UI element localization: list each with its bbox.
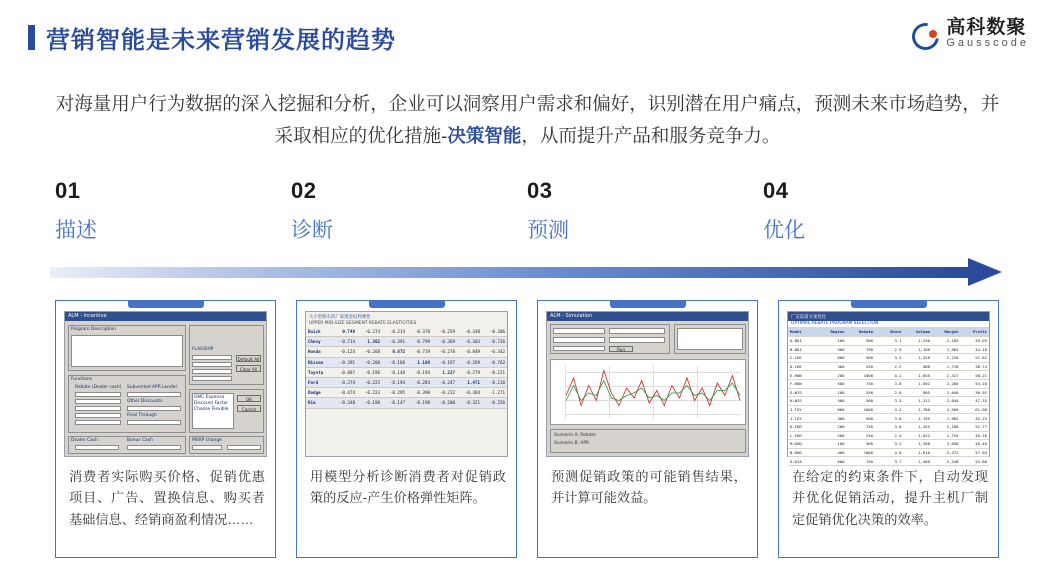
card-predict	[537, 300, 758, 558]
step-03	[527, 178, 727, 244]
mock-report-rows	[788, 327, 989, 466]
mock-report-subtitle: OPTIMAL REBATE PROGRAM SELECTION	[791, 321, 879, 326]
mock-report-row: B-BUI 400 750 2.9 1,108 1,964 44.18	[788, 346, 989, 355]
card-describe	[55, 300, 276, 558]
step-number: 03	[527, 178, 553, 203]
mock-report-row: J-TOY 300 500 3.0 1,195 1,902 45.23	[788, 414, 989, 423]
mock-report-row: D-CHE 300 250 2.2 986 1,718 38.74	[788, 363, 989, 372]
mock-label: Dealer Cash	[71, 438, 98, 443]
step-label: 预测	[527, 219, 569, 242]
step-labels	[55, 178, 1000, 248]
mock-label: Rebate (Dealer cash)	[75, 385, 122, 390]
page-header	[28, 20, 396, 55]
mock-label: Discount Factor	[194, 401, 229, 406]
card-row	[55, 300, 1000, 565]
title-accent-bar	[28, 25, 35, 50]
mock-report-row: M-DOD 100 500 3.2 1,268 2,058 48.40	[788, 440, 989, 449]
card-optimize	[778, 300, 999, 558]
mock-matrix-row: Kia -0.348 -0.198 -0.147 -0.198 -0.200 -0.321 -0.256	[306, 398, 507, 408]
intro-paragraph	[50, 88, 1005, 153]
mock-label: GMC Expense	[194, 395, 225, 400]
mock-report-row: K-FOR 200 750 3.6 1,455 2,186 52.77	[788, 423, 989, 432]
mock-report-header-row: Model Region Rebate Share Volume Margin Profit	[788, 327, 989, 337]
mock-table-title: 大小型轿车的广家现金返利弹性	[309, 315, 371, 320]
mock-label: FLAGSHIP	[192, 347, 214, 352]
arrow-head-icon	[968, 258, 1002, 286]
card-caption: 在给定的约束条件下，自动发现并优化促销活动，提升主机厂制定促销优化决策的效率。	[792, 469, 988, 527]
mock-report-row: F-HON 500 750 3.8 1,502 2,280 54.10	[788, 380, 989, 389]
card-tab	[610, 301, 686, 308]
mock-report-row: N-DOD 400 1000 4.0 1,610 2,372 57.04	[788, 449, 989, 458]
mock-label: Program Description	[71, 327, 116, 332]
mock-window-title: ALM - Simulation	[547, 312, 748, 321]
mock-button: Default All	[237, 357, 260, 362]
mock-label: MSRP change	[192, 438, 222, 443]
card-screenshot-describe	[64, 311, 267, 457]
mock-report-row: L-FOR 500 250 2.4 1,022 1,755 40.16	[788, 432, 989, 441]
mock-matrix-row: Dodge -0.474 -0.223 -0.295 -0.390 -0.232 -0.384 -1.271	[306, 388, 507, 398]
mock-matrix-rows	[306, 327, 507, 409]
mock-window-title: ALM - Incentive	[65, 312, 266, 321]
mock-button: Cancel	[237, 405, 261, 412]
mock-label: Other Discounts	[127, 399, 163, 404]
mock-chart	[550, 359, 746, 425]
step-01	[55, 178, 255, 244]
card-tab	[851, 301, 927, 308]
mock-table-subtitle: UPPER MID-SIZE SEGMENT REBATE ELASTICITIES	[309, 321, 417, 326]
mock-label: Final Through	[127, 413, 157, 418]
page-title: 营销智能是未来营销发展的趋势	[46, 27, 396, 54]
progress-arrow	[50, 258, 1005, 288]
card-tab	[369, 301, 445, 308]
mock-report-row: A-BUI 100 500 3.1 1,240 2,105 49.05	[788, 337, 989, 346]
card-caption: 消费者实际购买价格、促销优惠项目、广告、置换信息、购买者基础信息、经销商盈利情况……	[69, 469, 265, 527]
mock-label: Functions	[71, 377, 92, 382]
mock-report-row: C-CHE 600 500 3.5 1,428 2,220 51.62	[788, 354, 989, 363]
gausscode-logo-icon	[912, 21, 938, 47]
intro-paragraph-part1: 对海量用户行为数据的深入挖掘和分析，企业可以洞察用户需求和偏好，识别潜在用户痛点，预测未来市场趋势，并采取相应的优化措施-	[55, 93, 1000, 147]
intro-paragraph-highlight: 决策智能	[447, 125, 522, 147]
mock-label: Choose Flexible	[194, 407, 229, 412]
step-label: 描述	[55, 219, 97, 242]
card-screenshot-diagnose	[305, 311, 508, 457]
mock-report-row: I-TOY 600 1000 4.4 1,780 2,509 61.08	[788, 406, 989, 415]
step-number: 02	[291, 178, 317, 203]
mock-matrix-row: Buick 0.748 -0.274 -0.214 -0.370 -0.259 -0.340 -0.306	[306, 327, 507, 337]
step-label: 诊断	[291, 219, 333, 242]
card-caption: 预测促销政策的可能销售结果，并计算可能效益。	[551, 469, 747, 506]
mock-report-row: E-HON 200 1000 4.1 1,655 2,417 58.21	[788, 371, 989, 380]
mock-report-row: H-NIS 400 500 3.3 1,311 2,044 47.35	[788, 397, 989, 406]
mock-button: OK	[237, 395, 261, 402]
mock-label: Bonus Cash	[127, 438, 153, 443]
brand-logo	[912, 18, 1029, 49]
card-screenshot-predict: ALM - Simulation Run Scenario A: Rebate Scenario B: APR	[546, 311, 749, 457]
step-label: 优化	[763, 219, 805, 242]
intro-paragraph-part2: ，从而提升产品和服务竞争力。	[521, 125, 781, 147]
mock-label: Subvented APR Lender	[127, 385, 178, 390]
mock-matrix-row: Chevy -0.714 1.302 -0.391 -0.799 -0.369 -0.303 -0.736	[306, 337, 507, 347]
mock-report-row: G-NIS 100 250 2.0 905 1,640 36.92	[788, 389, 989, 398]
step-number: 04	[763, 178, 789, 203]
mock-matrix-row: Honda -0.124 -0.268 0.872 -0.719 -0.278 -0.849 -0.342	[306, 347, 507, 357]
brand-name-cn: 高科数聚	[946, 17, 1027, 38]
brand-name-en: Gausscode	[946, 36, 1029, 49]
card-caption: 用模型分析诊断消费者对促销政策的反应-产生价格弹性矩阵。	[310, 469, 506, 506]
arrow-body	[50, 267, 970, 278]
card-diagnose	[296, 300, 517, 558]
card-screenshot-optimize	[787, 311, 990, 464]
step-number: 01	[55, 178, 81, 203]
mock-report-title: 广宣渠道方案优化	[788, 312, 989, 321]
mock-matrix-row: Ford -0.374 -0.223 -0.194 -0.284 -0.247 1.471 -0.216	[306, 378, 507, 388]
card-tab	[128, 301, 204, 308]
mock-report-row: O-KIA 600 750 3.7 1,489 2,240 53.66	[788, 457, 989, 466]
mock-matrix-row: Nissan -0.391 -0.208 -0.166 1.188 -0.197 -0.269 -0.762	[306, 358, 507, 368]
step-02	[291, 178, 491, 244]
mock-button: Clear All	[236, 365, 261, 372]
mock-matrix-row: Toyota -0.087 -0.196 -0.148 -0.194 1.227 -0.279 -0.221	[306, 368, 507, 378]
step-04	[763, 178, 963, 244]
